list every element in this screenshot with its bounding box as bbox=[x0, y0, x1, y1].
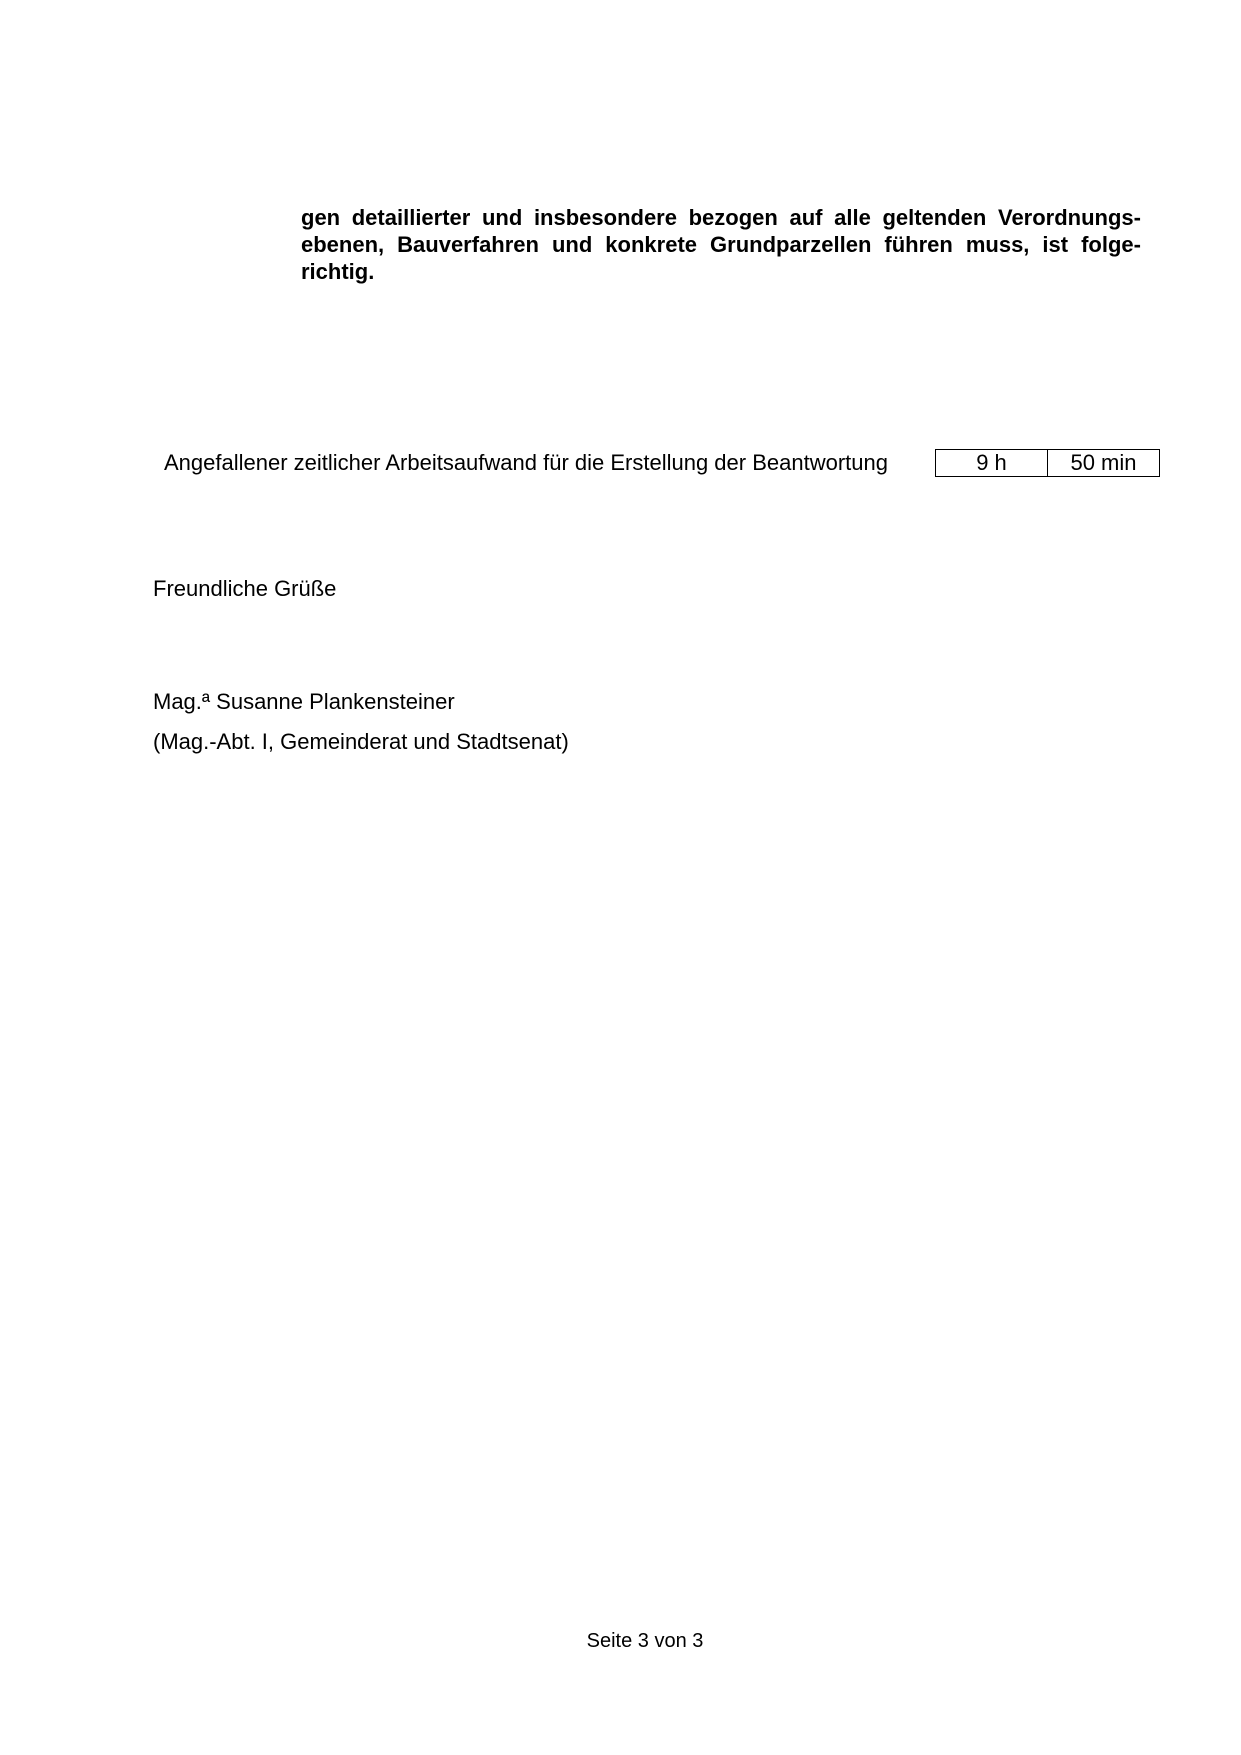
closing-greeting: Freundliche Grüße bbox=[153, 576, 337, 601]
paragraph-line: richtig. bbox=[301, 259, 375, 284]
signatory-name: Mag.ª Susanne Plankensteiner bbox=[153, 689, 455, 714]
paragraph-line: ebenen, Bauverfahren und konkrete Grundparzellen führen muss, ist folge- bbox=[301, 232, 1141, 257]
effort-minutes-box: 50 min bbox=[1047, 449, 1160, 477]
effort-label: Angefallener zeitlicher Arbeitsaufwand für die Erstellung der Beantwortung bbox=[164, 450, 888, 475]
effort-hours-box: 9 h bbox=[935, 449, 1048, 477]
signatory-department: (Mag.-Abt. I, Gemeinderat und Stadtsenat) bbox=[153, 729, 569, 754]
body-paragraph bbox=[301, 204, 1141, 285]
effort-row bbox=[164, 448, 888, 478]
paragraph-line: gen detaillierter und insbesondere bezogen auf alle geltenden Verordnungs- bbox=[301, 205, 1141, 230]
page-number: Seite 3 von 3 bbox=[586, 1630, 704, 1652]
